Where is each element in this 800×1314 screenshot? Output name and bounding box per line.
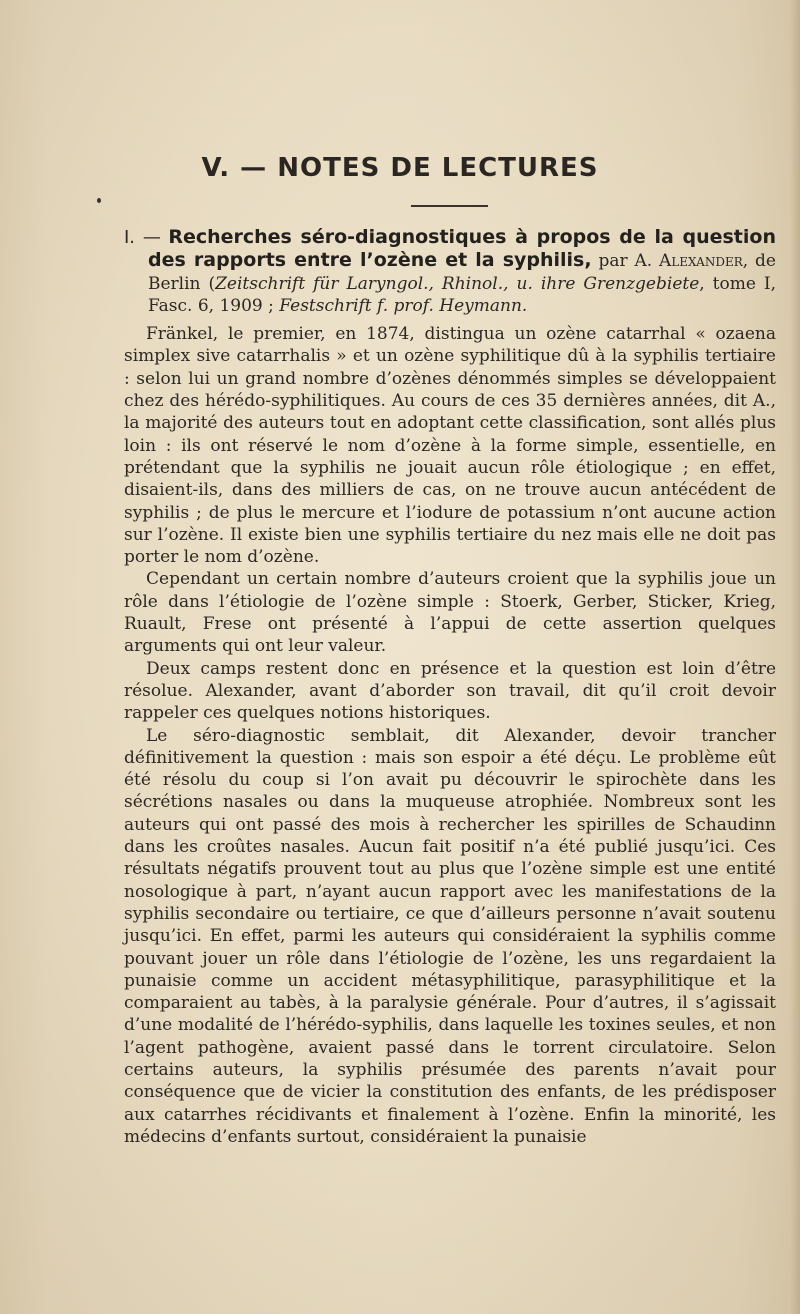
paragraph: Deux camps restent donc en présence et la question est loin d’être résolue. Alexander, avant d’aborder son travail, dit qu’il croit devoir rappeler ces quelques notions historiques. <box>124 658 776 724</box>
article-number: I. — <box>124 227 161 248</box>
article-title: Recherches séro-diagnostiques à propos de la question des rapports entre l’ozène et la syphilis, <box>148 226 776 272</box>
paragraph: Le séro-diagnostic semblait, dit Alexander, devoir trancher définitivement la question : mais son espoir a été déçu. Le problème eût été résolu du coup si l’on avait pu découvrir le spirochète dans les sécrétions nasales ou dans la muqueuse atrophiée. Nombreux sont les auteurs qui ont passé des mois à rechercher les spirilles de Schaudinn dans les croûtes nasales. Aucun fait positif n’a été publié jusqu’ici. Ces résultats négatifs prouvent tout au plus que l’ozène simple est une entité nosologique à part, n’ayant aucun rapport avec les manifestations de la syphilis secondaire ou tertiaire, ce que d’ailleurs personne n’avait soutenu jusqu’ici. En effet, parmi les auteurs qui considéraient la syphilis comme pouvant jouer un rôle dans l’étiologie de l’ozène, les uns regardaient la punaisie comme un accident métasyphilitique, parasyphilitique et la comparaient au tabès, à la paralysie générale. Pour d’autres, il s’agissait d’une modalité de l’hérédo-syphilis, dans laquelle les toxines seules, et non l’agent pathogène, avaient passé dans le torrent circulatoire. Selon certains auteurs, la syphilis présumée des parents n’avait pour conséquence que de vicier la constitution des enfants, de les prédisposer aux catarrhes récidivants et finalement à l’ozène. Enfin la minorité, les médecins d’enfants surtout, considéraient la punaisie <box>124 725 776 1147</box>
article-festschrift: Festschrift f. prof. Heymann. <box>279 295 528 316</box>
paragraph: Cependant un certain nombre d’auteurs croient que la syphilis joue un rôle dans l’étiologie de l’ozène simple : Stoerk, Gerber, Sticker, Krieg, Ruault, Frese ont présenté à l’appui de cette assertion quelques arguments qui ont leur valeur. <box>124 569 776 657</box>
article-origin: , de Berlin ( <box>148 251 776 294</box>
title-rule-divider <box>411 205 488 207</box>
page-edge-shadow <box>790 0 800 1314</box>
ink-speck <box>97 198 101 203</box>
section-title: V. — NOTES DE LECTURES <box>201 153 599 183</box>
article-body <box>124 226 776 1148</box>
paragraph: Fränkel, le premier, en 1874, distingua un ozène catarrhal « ozaena simplex sive catarrhalis » et un ozène syphilitique dû à la syphilis tertiaire : selon lui un grand nombre d’ozènes dénommés simples se développaient chez des hérédo-syphilitiques. Au cours de ces 35 dernières années, dit A., la majorité des auteurs tout en adoptant cette classification, sont allés plus loin : ils ont réservé le nom d’ozène à la forme simple, essentielle, en prétendant que la syphilis ne jouait aucun rôle étiologique ; en effet, disaient-ils, dans des milliers de cas, on ne trouve aucun antécédent de syphilis ; de plus le mercure et l’iodure de potassium n’ont aucune action sur l’ozène. Il existe bien une syphilis tertiaire du nez mais elle ne doit pas porter le nom d’ozène. <box>124 324 776 568</box>
article-author: A. Alexander <box>634 251 743 272</box>
article-by: par <box>598 251 628 272</box>
article-heading <box>124 226 776 317</box>
article-volume: , tome I, Fasc. 6, 1909 ; <box>148 273 777 316</box>
article-journal: Zeitschrift für Laryngol., Rhinol., u. ihre Grenzgebiete <box>215 273 700 294</box>
